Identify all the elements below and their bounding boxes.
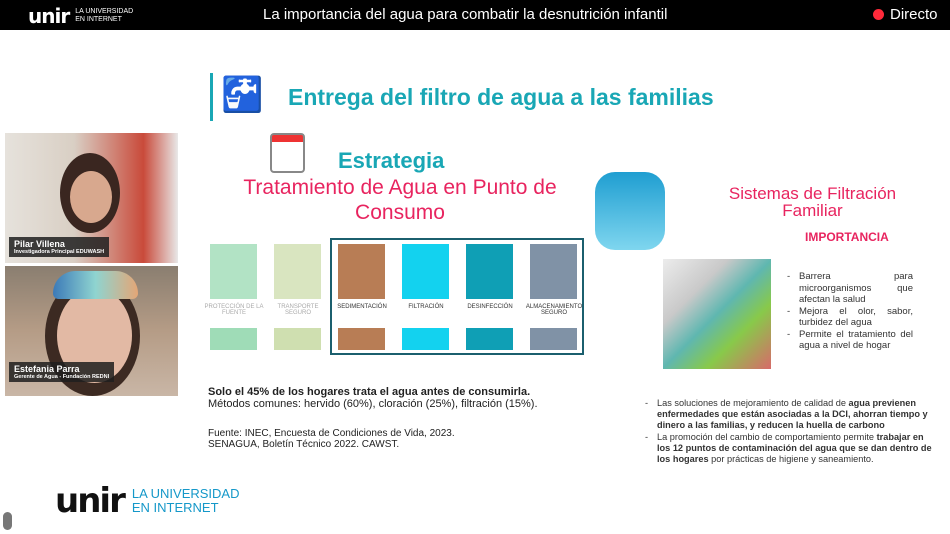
step-color-bar (338, 328, 385, 350)
footer-sub1: LA UNIVERSIDAD (131, 486, 240, 501)
participant-role: Gerente de Agua - Fundación REDNI (14, 374, 110, 380)
strategy-label: Estrategia (338, 148, 445, 173)
step-icon (402, 244, 449, 299)
slide-title (210, 73, 722, 121)
note-item (645, 432, 932, 466)
step-color-bar (530, 328, 577, 350)
benefits-list (787, 271, 913, 352)
step-icon (466, 244, 513, 299)
step-icon (530, 244, 577, 299)
footer-logo (55, 481, 240, 521)
source-1: Fuente: INEC, Encuesta de Condiciones de Vida, 2023. (208, 428, 455, 439)
step-color-bar (402, 328, 449, 350)
note-item (645, 398, 932, 432)
slide-title-text: Entrega del filtro de agua a las familias (288, 83, 714, 110)
step-icon (210, 244, 257, 299)
note-bold: trabajar en los 12 puntos de contaminación del agua que se dan dentro de los hogares (657, 431, 932, 465)
headband (53, 271, 138, 299)
step-label: FILTRACIÓN (408, 304, 444, 310)
family-photo (663, 259, 771, 369)
faucet-icon: 🚰 (221, 76, 264, 114)
participant-role: Investigadora Principal EDUWASH (14, 249, 105, 255)
logo-mark: unir (28, 4, 70, 28)
logo-sub1: LA UNIVERSIDAD (75, 8, 134, 15)
filter-mascot-image (595, 172, 665, 250)
note-text: La promoción del cambio de comportamiento permite (657, 431, 877, 442)
logo-sub2: EN INTERNET (75, 16, 122, 23)
stat-bold: Solo el 45% de los hogares trata el agua antes de consumirla. (208, 386, 531, 398)
step-label: DESINFECCIÓN (467, 304, 513, 310)
benefit-item: - Mejora el olor, sabor, turbidez del agua (787, 306, 913, 329)
unir-logo (28, 4, 133, 28)
top-bar (0, 0, 950, 30)
step-label: PROTECCIÓN DE LA FUENTE (204, 304, 264, 316)
stream-title: La importancia del agua para combatir la desnutrición infantil (263, 6, 668, 23)
step-color-bar (274, 328, 321, 350)
step-label: SEDIMENTACIÓN (337, 304, 387, 310)
benefit-item: - Permite el tratamiento del agua a nivel de hogar (787, 329, 913, 352)
note-text: por prácticas de higiene y saneamiento. (708, 454, 874, 465)
notes-list (645, 398, 932, 465)
right-subtitle: IMPORTANCIA (805, 230, 889, 244)
name-label (9, 362, 114, 382)
live-dot-icon (873, 9, 884, 20)
live-indicator (873, 6, 938, 23)
water-filter-icon (270, 133, 305, 173)
step-label: ALMACENAMIENTO SEGURO (525, 304, 583, 316)
stats (208, 386, 588, 450)
face (70, 171, 112, 223)
step-icon (274, 244, 321, 299)
participant-name: Estefania Parra (14, 364, 80, 374)
step-label: TRANSPORTE SEGURO (277, 304, 319, 316)
strategy-title: Tratamiento de Agua en Punto de Consumo (243, 176, 557, 224)
right-title: Sistemas de Filtración Familiar (728, 184, 897, 220)
scroll-handle[interactable] (3, 512, 12, 530)
step-icon (338, 244, 385, 299)
step-color-bar (466, 328, 513, 350)
participant-name: Pilar Villena (14, 239, 65, 249)
benefit-item: - Barrera para microorganismos que afectan la salud (787, 271, 913, 306)
live-label: Directo (890, 6, 938, 23)
video-tile-estefania[interactable] (5, 266, 178, 396)
step-color-bar (210, 328, 257, 350)
note-bold: agua previenen enfermedades que están asociadas a la DCI, ahorran tiempo y dinero a las familias, y reducen la huella de carbono (657, 398, 928, 431)
note-text: Las soluciones de mejoramiento de calidad de (657, 398, 849, 408)
footer-logo-mark: unir (55, 481, 124, 521)
name-label (9, 237, 109, 257)
video-tile-pilar[interactable] (5, 133, 178, 263)
footer-sub2: EN INTERNET (131, 500, 219, 515)
source-2: SENAGUA, Boletín Técnico 2022. CAWST. (208, 439, 400, 450)
stat-methods: Métodos comunes: hervido (60%), cloración (25%), filtración (15%). (208, 398, 538, 410)
